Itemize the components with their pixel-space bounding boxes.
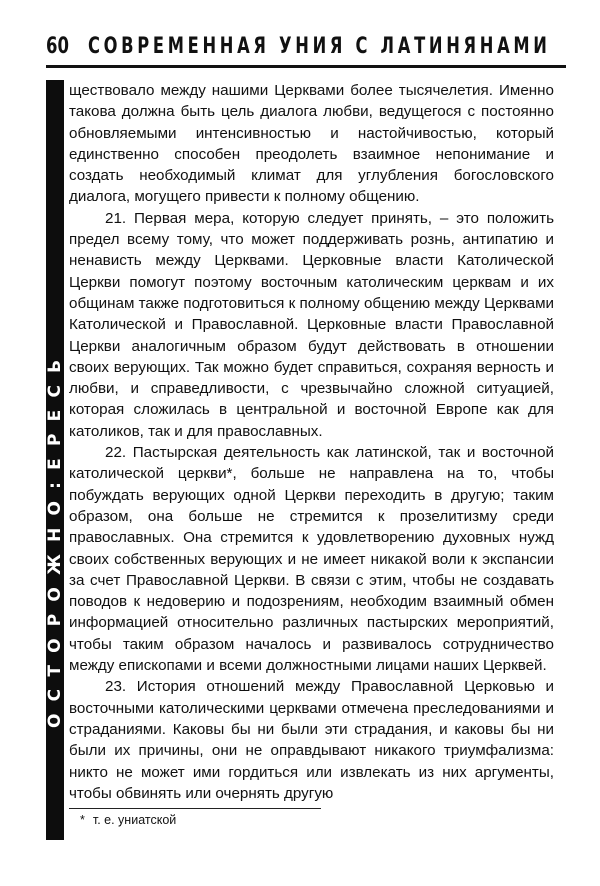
paragraph-continuation: ществовало между нашими Церквами более тысячелетия. Именно такова должна быть цель диалога любви, ведущегося с постоянно обновляемыми интенсивностью и настойчивостью, который единственно способен преодолеть взаимное непонимание и создать необходимый климат для углубления богословского диалога, могущего привести к полному общению. bbox=[69, 82, 554, 206]
footnote-mark: * bbox=[80, 813, 85, 827]
footnote bbox=[80, 812, 176, 828]
page-header bbox=[46, 34, 566, 72]
paragraph-23: 23. История отношений между Православной Церковью и восточными католическими церквами отмечена преследованиями и страданиями. Каковы бы ни были эти страдания, и каковы бы ни были их причины, они не оправдывают никакого триумфализма: никто не может ими гордиться или извлекать из них аргументы, чтобы обвинять или очернять другую bbox=[69, 678, 554, 802]
paragraph-21: 21. Первая мера, которую следует принять, – это положить предел всему тому, что может поддерживать рознь, антипатию и ненависть между Церквами. Церковные власти Католической Церкви помогут поэтому восточным католическим церквам и их общинам также подготовиться к полному общению между Церквами Католической и Православной. Церковные власти Православной Церкви аналогичным образом будут действовать в отношении своих верующих. Так можно будет справиться, сохраняя верность и любви, и справедливости, с чрезвычайно сложной ситуацией, которая сложилась в центральной и восточной Европе как для католиков, так и для православных. bbox=[69, 209, 554, 440]
header-rule bbox=[46, 65, 566, 68]
page-number: 60 bbox=[46, 34, 69, 59]
paragraph-22: 22. Пастырская деятельность как латинской, так и восточной католической церкви*, больше не направлена на то, чтобы побуждать верующих одной Церкви переходить в другую; таким образом, она больше не стремится к прозелитизму среди православных. Она стремится к удовлетворению духовных нужд своих собственных верующих и не имеет никакой воли к экспансии за счет Православной Церкви. В связи с этим, чтобы не создавать поводов к недоверию и подозрениям, необходим взаимный обмен информацией относительно различных пастырских мероприятий, чтобы таким образом началось и развивалось сотрудничество между епископами и всеми должностными лицами наших Церквей. bbox=[69, 444, 554, 675]
running-title: СОВРЕМЕННАЯ УНИЯ С ЛАТИНЯНАМИ bbox=[88, 34, 551, 59]
footnote-rule bbox=[69, 808, 321, 809]
footnote-text: т. е. униатской bbox=[92, 813, 177, 827]
body-text bbox=[69, 80, 554, 804]
side-banner-label: ОСТОРОЖНО:ЕРЕСЬ bbox=[45, 347, 65, 728]
